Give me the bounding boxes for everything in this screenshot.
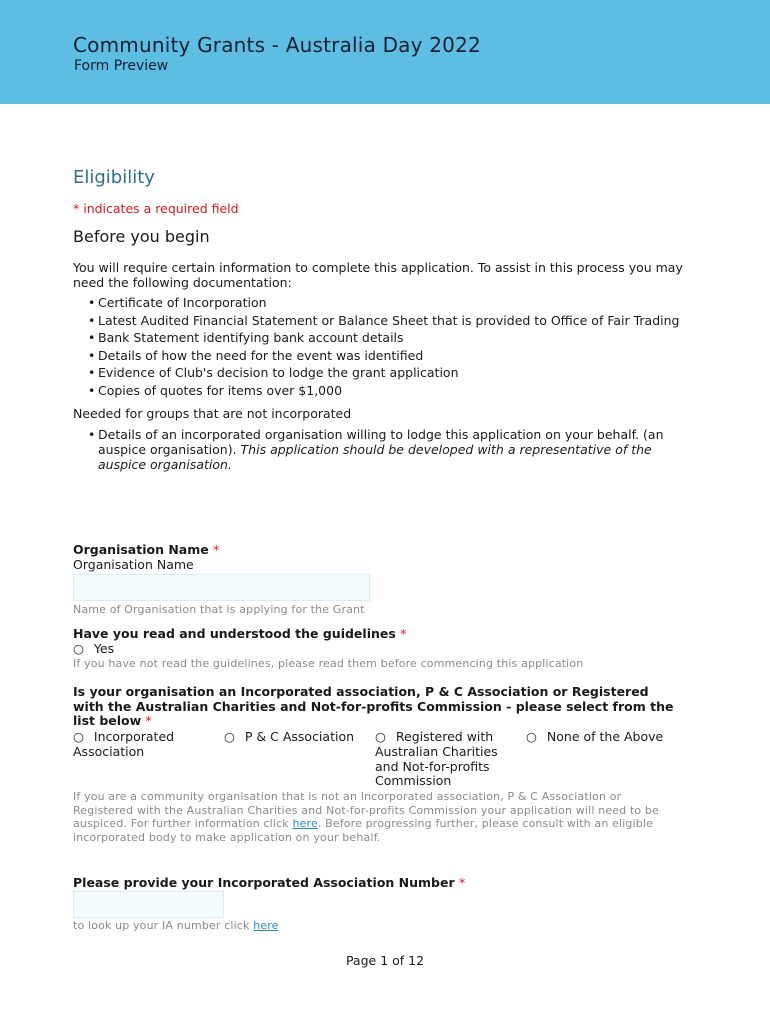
list-item: • Copies of quotes for items over $1,000 bbox=[88, 382, 343, 398]
field-help: Name of Organisation that is applying for the Grant bbox=[73, 603, 365, 616]
section-heading: Eligibility bbox=[73, 167, 155, 188]
field-help: to look up your IA number click here bbox=[73, 919, 279, 932]
list-item: • Bank Statement identifying bank account details bbox=[88, 330, 404, 345]
list-item: • Details of how the need for the event was identified bbox=[88, 347, 424, 363]
radio-group bbox=[73, 730, 683, 788]
auspice-note: This application should be developed with a representative of the auspice organisation. bbox=[98, 441, 652, 472]
field-label: Organisation Name * bbox=[73, 542, 220, 557]
radio-registered-acnc[interactable]: ○ Registered with Australian Charities and Not-for-profits Commission bbox=[375, 729, 498, 789]
form-header bbox=[0, 0, 770, 104]
documents-list bbox=[73, 295, 683, 398]
before-heading: Before you begin bbox=[73, 227, 210, 246]
field-label: Is your organisation an Incorporated association, P & C Association or Registered with the Australian Charities and Not-for-profits Commission - please select from the list below * bbox=[73, 684, 674, 729]
list-item: • Details of an incorporated organisation willing to lodge this application on your behalf. (an auspice organisation). This application should be developed with a representative of the auspice organisation. bbox=[88, 426, 664, 472]
radio-icon: ○ bbox=[73, 729, 84, 745]
radio-pc-association[interactable]: ○ P & C Association bbox=[224, 729, 355, 745]
list-item: • Latest Audited Financial Statement or Balance Sheet that is provided to Office of Fair Trading bbox=[88, 312, 680, 328]
field-help: If you have not read the guidelines, please read them before commencing this application bbox=[73, 657, 584, 670]
radio-none-of-above[interactable]: ○ None of the Above bbox=[526, 729, 664, 745]
radio-incorporated-association[interactable]: ○ Incorporated Association bbox=[73, 729, 175, 759]
ia-lookup-link[interactable]: here bbox=[253, 919, 279, 932]
radio-icon: ○ bbox=[224, 729, 235, 745]
radio-icon: ○ bbox=[73, 641, 84, 656]
radio-icon: ○ bbox=[375, 729, 386, 745]
field-sub-label: Organisation Name bbox=[73, 557, 194, 572]
guidelines-yes-radio[interactable]: ○ Yes bbox=[73, 641, 115, 656]
page-indicator: Page 1 of 12 bbox=[345, 953, 425, 968]
guidelines-field bbox=[73, 626, 683, 671]
form-title: Community Grants - Australia Day 2022 bbox=[73, 33, 481, 57]
list-item: • Certificate of Incorporation bbox=[88, 295, 267, 310]
incorporated-field bbox=[73, 685, 683, 844]
ia-number-field bbox=[73, 875, 683, 933]
ia-number-input[interactable] bbox=[73, 891, 224, 918]
field-help: If you are a community organisation that is not an Incorporated association, P & C Association or Registered with the Australian Charities and Not-for-profits Commission your application will need to be auspiced. For further information click here. Before progressing further, please consult with an eligible incorporated body to make application on your behalf. bbox=[73, 790, 659, 844]
eligibility-section bbox=[73, 167, 683, 474]
auspice-list bbox=[73, 427, 683, 472]
field-label: Please provide your Incorporated Association Number * bbox=[73, 875, 466, 890]
form-subtitle: Form Preview bbox=[74, 58, 169, 74]
organisation-name-input[interactable] bbox=[73, 574, 370, 601]
needed-heading: Needed for groups that are not incorporated bbox=[73, 405, 352, 421]
organisation-name-field bbox=[73, 542, 683, 617]
list-item: • Evidence of Club's decision to lodge the grant application bbox=[88, 365, 459, 380]
auspice-info-link[interactable]: here bbox=[292, 817, 318, 831]
field-label: Have you read and understood the guidelines * bbox=[73, 626, 407, 641]
radio-icon: ○ bbox=[526, 729, 537, 745]
required-note: * indicates a required field bbox=[73, 201, 239, 216]
intro-text: You will require certain information to complete this application. To assist in this process you may need the following documentation: bbox=[73, 260, 683, 290]
